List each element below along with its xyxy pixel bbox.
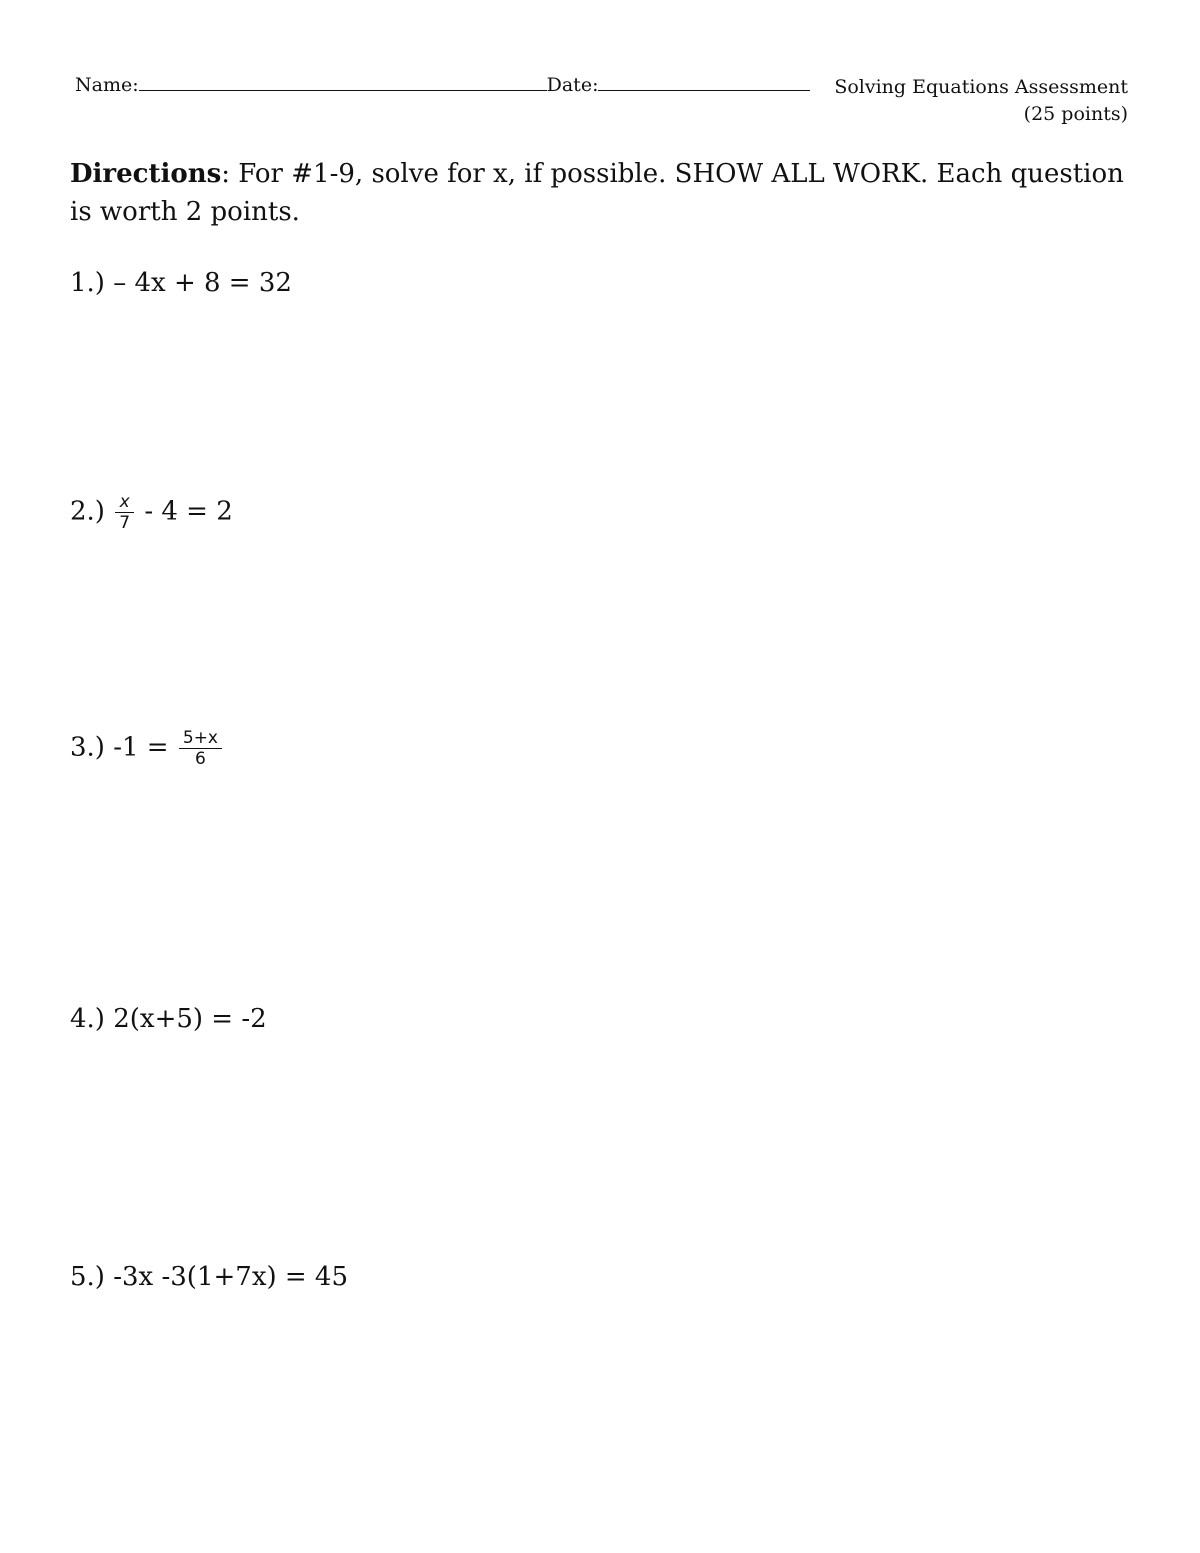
problem-2 — [70, 492, 233, 533]
date-blank[interactable] — [598, 76, 810, 91]
problem-equation: 2(x+5) = -2 — [113, 1004, 267, 1034]
name-date-line — [75, 74, 810, 96]
problem-number: 5.) — [70, 1262, 105, 1292]
directions — [70, 155, 1130, 231]
problem-equation: -1 = — [113, 732, 169, 763]
fraction-denominator: 6 — [179, 748, 222, 769]
directions-text: : For #1-9, solve for x, if possible. SHOW ALL WORK. Each question is worth 2 points. — [70, 159, 1124, 227]
problem-equation: -3x -3(1+7x) = 45 — [113, 1262, 349, 1292]
fraction-numerator: x — [119, 492, 130, 512]
problem-number: 2.) — [70, 496, 105, 527]
total-points: (25 points) — [1023, 103, 1128, 125]
fraction-numerator: 5+x — [182, 728, 218, 748]
fraction — [117, 492, 132, 533]
problem-equation: - 4 = 2 — [144, 496, 233, 527]
problem-number: 1.) — [70, 268, 105, 298]
problem-3 — [70, 728, 224, 769]
problem-number: 4.) — [70, 1004, 105, 1034]
name-blank[interactable] — [139, 76, 547, 91]
fraction — [181, 728, 220, 769]
problem-equation: – 4x + 8 = 32 — [113, 268, 292, 298]
fraction-denominator: 7 — [115, 512, 134, 533]
problem-number: 3.) — [70, 732, 105, 763]
name-label: Name: — [75, 74, 139, 96]
assessment-title: Solving Equations Assessment — [834, 76, 1128, 98]
problem-1 — [70, 268, 292, 298]
problem-5 — [70, 1262, 348, 1292]
problem-4 — [70, 1004, 267, 1034]
assessment-title-block — [834, 74, 1128, 128]
directions-label: Directions — [70, 159, 222, 189]
date-label: Date: — [546, 74, 599, 96]
